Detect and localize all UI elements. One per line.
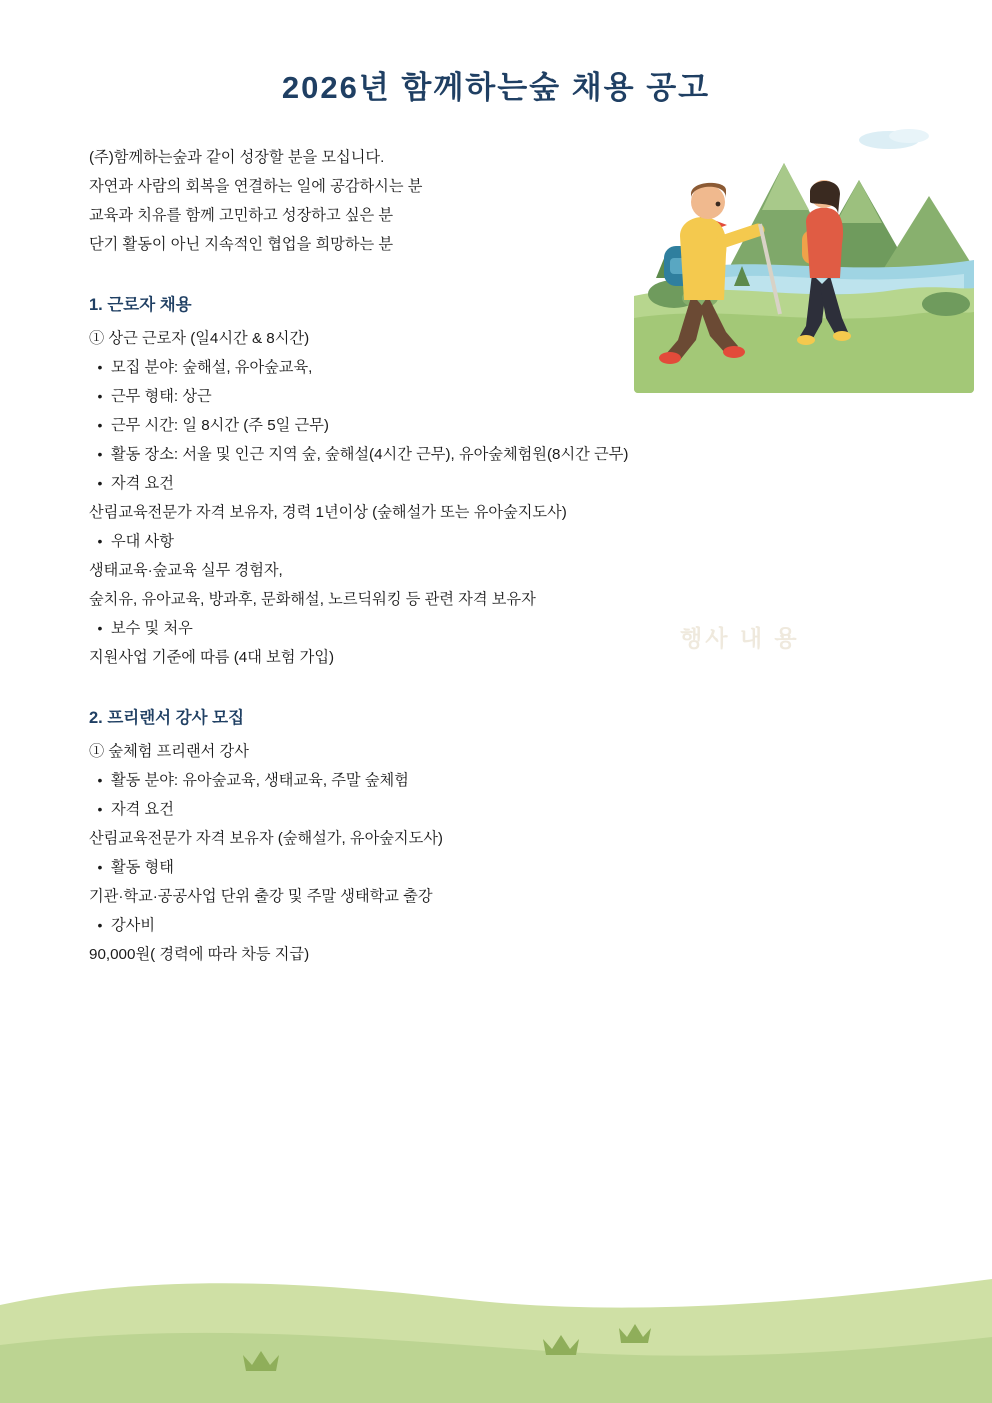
bullet-label: 활동 장소: 서울 및 인근 지역 숲, 숲해설(4시간 근무), 유아숲체험원(8시간 근무)	[111, 446, 629, 463]
bullet-dot-icon: •	[97, 359, 103, 375]
section-line: 생태교육·숲교육 실무 경험자,	[89, 562, 283, 579]
bullet-label: 자격 요건	[111, 475, 174, 492]
section-heading: 1. 근로자 채용	[89, 296, 192, 314]
bullet-item	[89, 795, 909, 824]
bullet-dot-icon: •	[97, 801, 103, 817]
section-line: 숲치유, 유아교육, 방과후, 문화해설, 노르딕워킹 등 관련 자격 보유자	[89, 591, 536, 608]
bullet-dot-icon: •	[97, 388, 103, 404]
lead-line: 자연과 사람의 회복을 연결하는 일에 공감하시는 분	[89, 178, 423, 195]
bullet-dot-icon: •	[97, 772, 103, 788]
section-line: 90,000원( 경력에 따라 차등 지급)	[89, 946, 310, 963]
bullet-label: 자격 요건	[111, 801, 174, 818]
lead-line: (주)함께하는숲과 같이 성장할 분을 모십니다.	[89, 149, 385, 166]
bullet-item	[89, 411, 909, 440]
bullet-label: 근무 시간: 일 8시간 (주 5일 근무)	[111, 417, 329, 434]
section-freelance	[89, 704, 909, 969]
bullet-dot-icon: •	[97, 620, 103, 636]
lead-paragraph	[89, 143, 909, 259]
section-employment	[89, 291, 909, 672]
bullet-dot-icon: •	[97, 859, 103, 875]
bullet-label: 근무 형태: 상근	[111, 388, 212, 405]
bullet-label: 활동 형태	[111, 859, 174, 876]
bullet-dot-icon: •	[97, 917, 103, 933]
section-line: 기관·학교·공공사업 단위 출강 및 주말 생태학교 출강	[89, 888, 433, 905]
bullet-label: 모집 분야: 숲해설, 유아숲교육,	[111, 359, 313, 376]
bullet-item	[89, 440, 909, 469]
section-heading: 2. 프리랜서 강사 모집	[89, 709, 245, 727]
bullet-item	[89, 614, 909, 643]
bullet-item	[89, 853, 909, 882]
section-line: ① 숲체험 프리랜서 강사	[89, 743, 249, 760]
section-line: ① 상근 근로자 (일4시간 & 8시간)	[89, 330, 310, 347]
watermark-text: 행사 내 용	[680, 625, 800, 651]
bullet-item	[89, 527, 909, 556]
section-line: 지원사업 기준에 따름 (4대 보험 가입)	[89, 649, 335, 666]
bullet-dot-icon: •	[97, 533, 103, 549]
section-line: 산림교육전문가 자격 보유자 (숲해설가, 유아숲지도사)	[89, 830, 443, 847]
bullet-dot-icon: •	[97, 446, 103, 462]
bullet-label: 강사비	[111, 917, 156, 934]
bullet-item	[89, 766, 909, 795]
lead-line: 교육과 치유를 함께 고민하고 성장하고 싶은 분	[89, 207, 394, 224]
bottom-hill-decoration	[0, 1253, 992, 1403]
bullet-item	[89, 382, 909, 411]
bullet-label: 보수 및 처우	[111, 620, 193, 637]
bullet-label: 우대 사항	[111, 533, 174, 550]
bullet-item	[89, 353, 909, 382]
lead-line: 단기 활동이 아닌 지속적인 협업을 희망하는 분	[89, 236, 394, 253]
bullet-item	[89, 911, 909, 940]
section-line: 산림교육전문가 자격 보유자, 경력 1년이상 (숲해설가 또는 유아숲지도사)	[89, 504, 567, 521]
document-body	[89, 143, 909, 969]
bullet-label: 활동 분야: 유아숲교육, 생태교육, 주말 숲체험	[111, 772, 409, 789]
document-title: 2026년 함께하는숲 채용 공고	[281, 70, 711, 105]
bullet-dot-icon: •	[97, 475, 103, 491]
bullet-item	[89, 469, 909, 498]
bullet-dot-icon: •	[97, 417, 103, 433]
